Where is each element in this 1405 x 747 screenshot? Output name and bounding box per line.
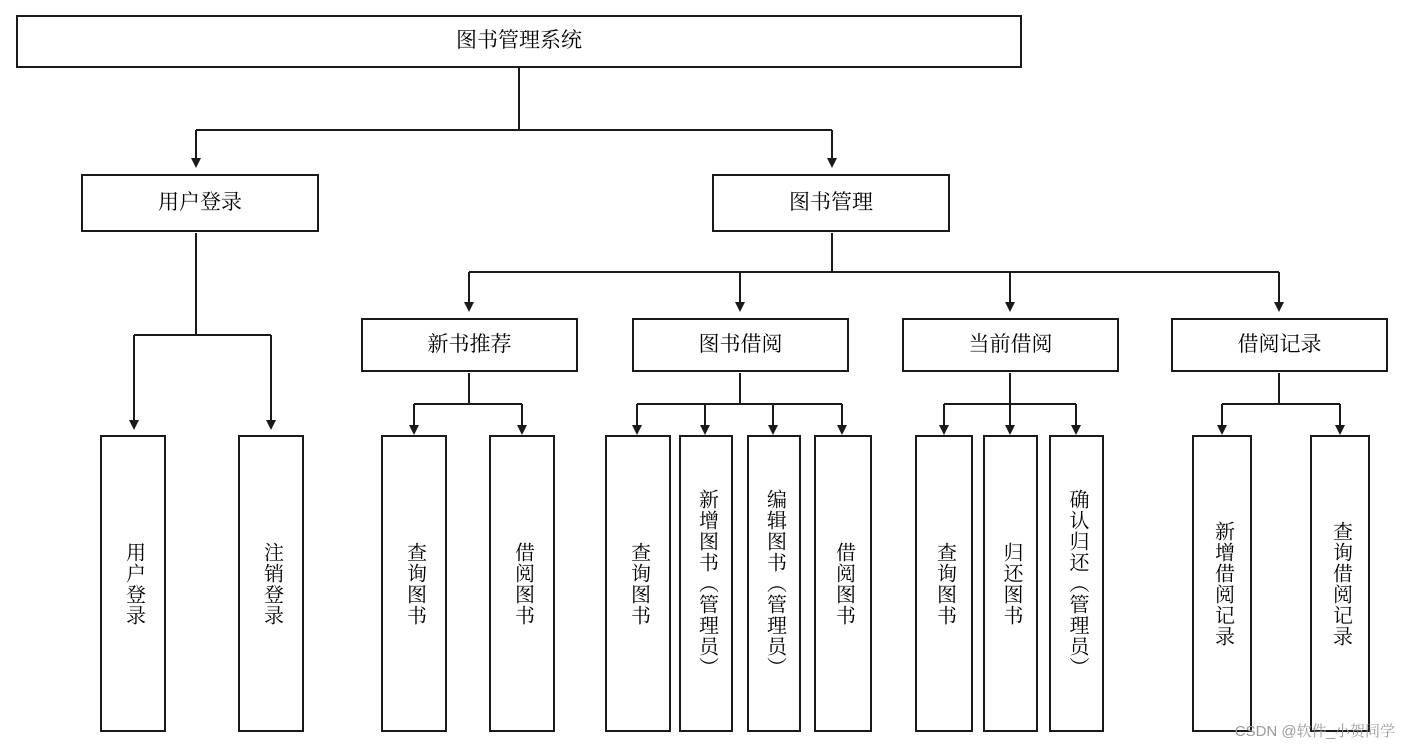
leaf-borrow-add[interactable] (679, 435, 733, 732)
leaf-current-confirm-return[interactable] (1049, 435, 1104, 732)
node-book-management-label: 图书管理 (789, 190, 873, 214)
leaf-borrow-query[interactable] (605, 435, 671, 732)
leaf-borrow-borrow-label: 借阅图书 (832, 541, 855, 626)
node-user-login-label: 用户登录 (158, 190, 242, 214)
watermark: CSDN @软件_小贺同学 (1234, 723, 1395, 740)
node-root[interactable] (16, 15, 1022, 68)
leaf-records-query[interactable] (1310, 435, 1370, 732)
leaf-new-book-borrow-label: 借阅图书 (511, 541, 534, 626)
leaf-borrow-edit[interactable] (747, 435, 801, 732)
node-new-book-recommend-label: 新书推荐 (427, 332, 512, 356)
node-new-book-recommend[interactable] (361, 318, 578, 372)
node-root-label: 图书管理系统 (456, 29, 582, 53)
leaf-new-book-query-label: 查询图书 (403, 541, 426, 626)
leaf-borrow-edit-label: 编辑图书（管理员） (763, 489, 786, 678)
leaf-borrow-add-label: 新增图书（管理员） (695, 489, 718, 678)
leaf-records-query-label: 查询借阅记录 (1329, 520, 1352, 647)
leaf-new-book-borrow[interactable] (489, 435, 555, 732)
node-book-borrow-label: 图书借阅 (698, 332, 783, 356)
node-current-borrow[interactable] (902, 318, 1119, 372)
leaf-current-query[interactable] (915, 435, 973, 732)
leaf-records-add[interactable] (1192, 435, 1252, 732)
node-borrow-records[interactable] (1171, 318, 1388, 372)
leaf-new-book-query[interactable] (381, 435, 447, 732)
node-borrow-records-label: 借阅记录 (1237, 332, 1322, 356)
node-user-login[interactable] (81, 174, 319, 232)
leaf-current-return-label: 归还图书 (1000, 541, 1022, 626)
node-book-borrow[interactable] (632, 318, 849, 372)
node-current-borrow-label: 当前借阅 (968, 332, 1053, 356)
leaf-borrow-query-label: 查询图书 (627, 541, 650, 626)
node-book-management[interactable] (712, 174, 950, 232)
leaf-user-login-logout-label: 注销登录 (260, 541, 283, 626)
leaf-current-return[interactable] (983, 435, 1038, 732)
leaf-records-add-label: 新增借阅记录 (1211, 520, 1234, 647)
leaf-current-confirm-return-label: 确认归还（管理员） (1066, 489, 1088, 678)
leaf-user-login-login[interactable] (100, 435, 166, 732)
leaf-user-login-login-label: 用户登录 (122, 541, 145, 626)
leaf-user-login-logout[interactable] (238, 435, 304, 732)
leaf-borrow-borrow[interactable] (814, 435, 872, 732)
leaf-current-query-label: 查询图书 (933, 541, 956, 626)
